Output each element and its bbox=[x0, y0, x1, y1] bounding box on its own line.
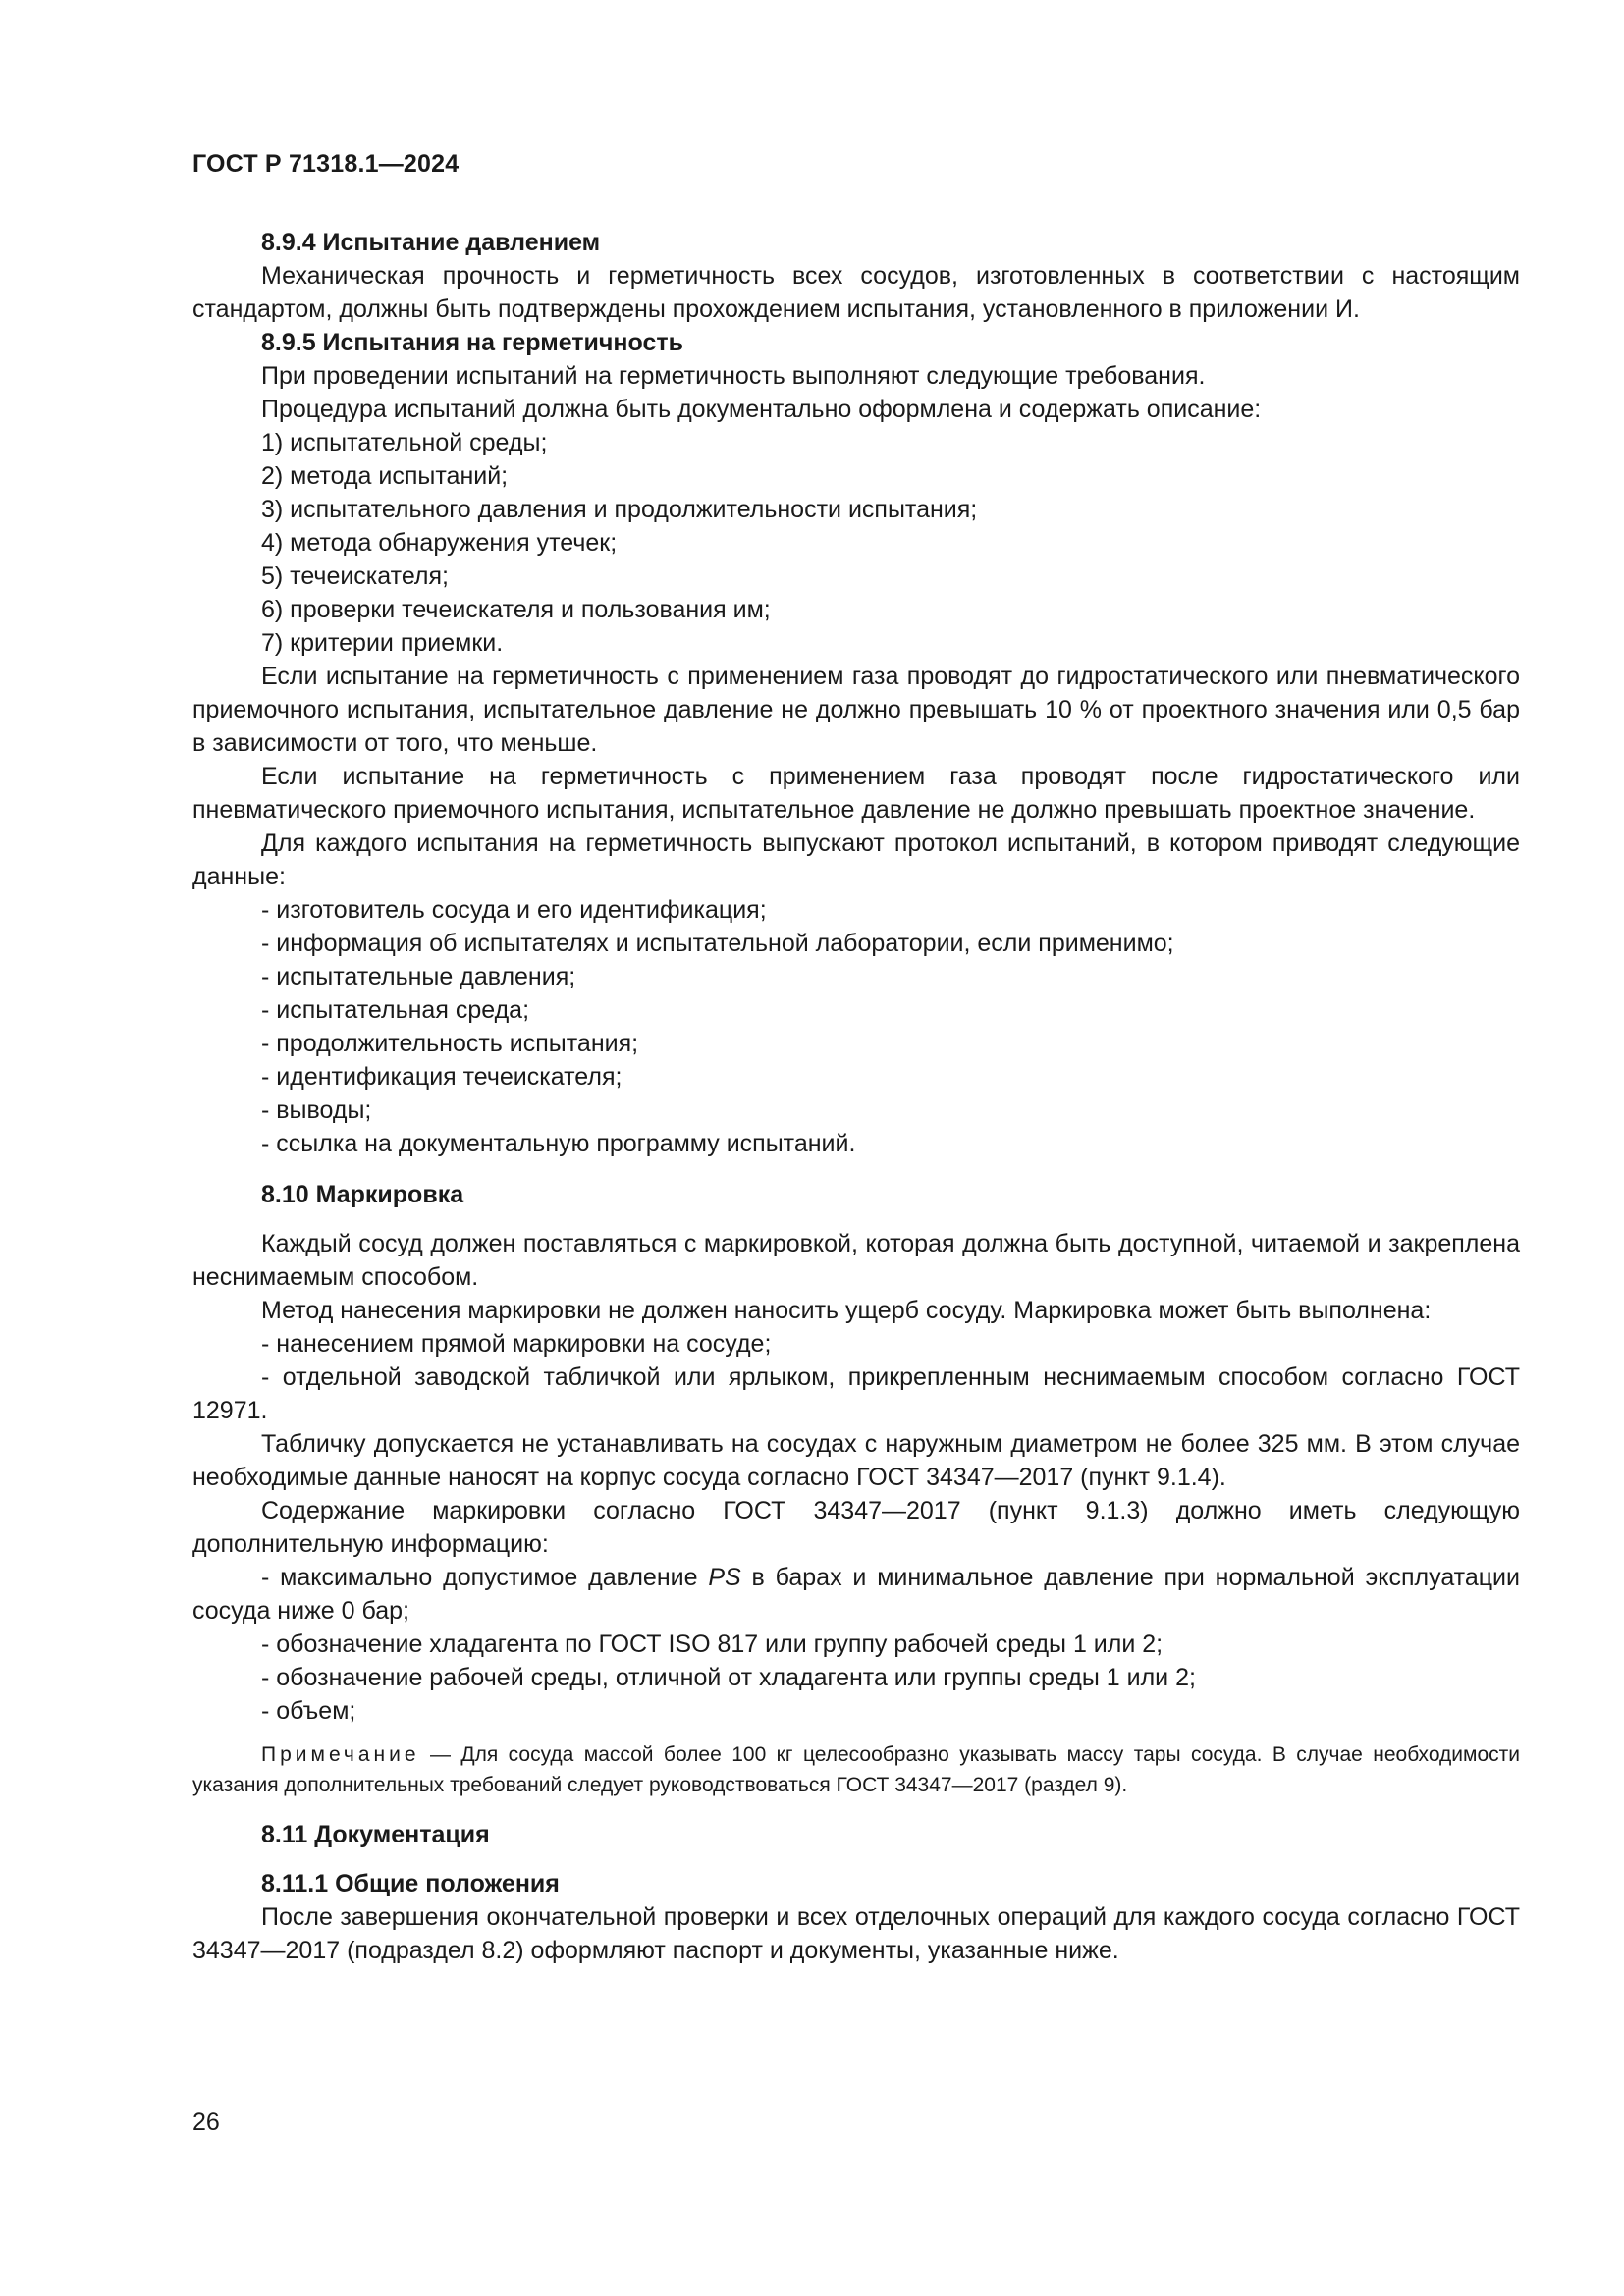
document-body bbox=[192, 226, 1520, 1967]
paragraph: - нанесением прямой маркировки на сосуде; bbox=[261, 1330, 772, 1358]
paragraph-text: - максимально допустимое давление bbox=[261, 1564, 709, 1591]
paragraph-text: в барах и минимальное давление при нормальной эксплуатации сосуда ниже 0 бар; bbox=[192, 1564, 1520, 1625]
numbered-list bbox=[192, 426, 1520, 660]
document-page bbox=[192, 0, 1520, 2296]
paragraph: Процедура испытаний должна быть документально оформлена и содержать описание: bbox=[261, 396, 1262, 423]
paragraph bbox=[192, 1561, 1520, 1628]
section-heading-8-11-1: 8.11.1 Общие положения bbox=[261, 1870, 560, 1897]
paragraph: - объем; bbox=[261, 1697, 356, 1725]
paragraph: - обозначение хладагента по ГОСТ ISO 817 или группу рабочей среды 1 или 2; bbox=[261, 1630, 1164, 1658]
list-item: - продолжительность испытания; bbox=[261, 1030, 639, 1057]
section-heading-8-11: 8.11 Документация bbox=[261, 1821, 490, 1848]
dash-list bbox=[192, 893, 1520, 1160]
paragraph: После завершения окончательной проверки и всех отделочных операций для каждого сосуда согласно ГОСТ 34347—2017 (подраздел 8.2) оформляют паспорт и документы, указанные ниже. bbox=[192, 1903, 1520, 1964]
section-heading-8-9-4: 8.9.4 Испытание давлением bbox=[261, 229, 601, 256]
paragraph: Табличку допускается не устанавливать на сосудах с наружным диаметром не более 325 мм. В этом случае необходимые данные наносят на корпус сосуда согласно ГОСТ 34347—2017 (пункт 9.1.4). bbox=[192, 1430, 1520, 1491]
list-item: 7) критерии приемки. bbox=[261, 629, 504, 657]
list-item: 4) метода обнаружения утечек; bbox=[261, 529, 618, 557]
list-item: 2) метода испытаний; bbox=[261, 462, 509, 490]
list-item: - ссылка на документальную программу испытаний. bbox=[261, 1130, 856, 1157]
note-text: — Для сосуда массой более 100 кг целесообразно указывать массу тары сосуда. В случае необходимости указания дополнительных требований следует руководствоваться ГОСТ 34347—2017 (раздел 9). bbox=[192, 1743, 1520, 1796]
list-item: 1) испытательной среды; bbox=[261, 429, 548, 456]
paragraph: При проведении испытаний на герметичность выполняют следующие требования. bbox=[261, 362, 1206, 390]
list-item: 3) испытательного давления и продолжительности испытания; bbox=[261, 496, 978, 523]
paragraph: - обозначение рабочей среды, отличной от хладагента или группы среды 1 или 2; bbox=[261, 1664, 1196, 1691]
page-number: 26 bbox=[192, 2109, 220, 2136]
note-label: Примечание bbox=[261, 1743, 420, 1766]
list-item: - информация об испытателях и испытательной лаборатории, если применимо; bbox=[261, 930, 1174, 957]
list-item: 5) течеискателя; bbox=[261, 562, 449, 590]
section-heading-8-9-5: 8.9.5 Испытания на герметичность bbox=[261, 329, 683, 356]
document-header: ГОСТ Р 71318.1—2024 bbox=[192, 150, 460, 178]
list-item: - испытательные давления; bbox=[261, 963, 576, 990]
paragraph: Каждый сосуд должен поставляться с маркировкой, которая должна быть доступной, читаемой и закреплена неснимаемым способом. bbox=[192, 1230, 1520, 1291]
list-item: - испытательная среда; bbox=[261, 996, 530, 1024]
list-item: - изготовитель сосуда и его идентификация; bbox=[261, 896, 767, 924]
paragraph: Содержание маркировки согласно ГОСТ 34347—2017 (пункт 9.1.3) должно иметь следующую дополнительную информацию: bbox=[192, 1497, 1520, 1558]
list-item: - идентификация течеискателя; bbox=[261, 1063, 623, 1091]
paragraph: - отдельной заводской табличкой или ярлыком, прикрепленным неснимаемым способом согласно ГОСТ 12971. bbox=[192, 1363, 1520, 1424]
section-heading-8-10: 8.10 Маркировка bbox=[261, 1181, 464, 1208]
paragraph: Если испытание на герметичность с применением газа проводят после гидростатического или пневматического приемочного испытания, испытательное давление не должно превышать проектное значение. bbox=[192, 763, 1520, 824]
paragraph: Механическая прочность и герметичность всех сосудов, изготовленных в соответствии с настоящим стандартом, должны быть подтверждены прохождением испытания, установленного в приложении И. bbox=[192, 262, 1520, 323]
paragraph: Для каждого испытания на герметичность выпускают протокол испытаний, в котором приводят следующие данные: bbox=[192, 829, 1520, 890]
paragraph: Если испытание на герметичность с применением газа проводят до гидростатического или пневматического приемочного испытания, испытательное давление не должно превышать 10 % от проектного значения или 0,5 бар в зависимости от того, что меньше. bbox=[192, 663, 1520, 757]
note bbox=[192, 1739, 1520, 1800]
list-item: - выводы; bbox=[261, 1096, 372, 1124]
list-item: 6) проверки течеискателя и пользования им; bbox=[261, 596, 771, 623]
paragraph: Метод нанесения маркировки не должен наносить ущерб сосуду. Маркировка может быть выполнена: bbox=[261, 1297, 1432, 1324]
ps-symbol: PS bbox=[708, 1564, 741, 1591]
